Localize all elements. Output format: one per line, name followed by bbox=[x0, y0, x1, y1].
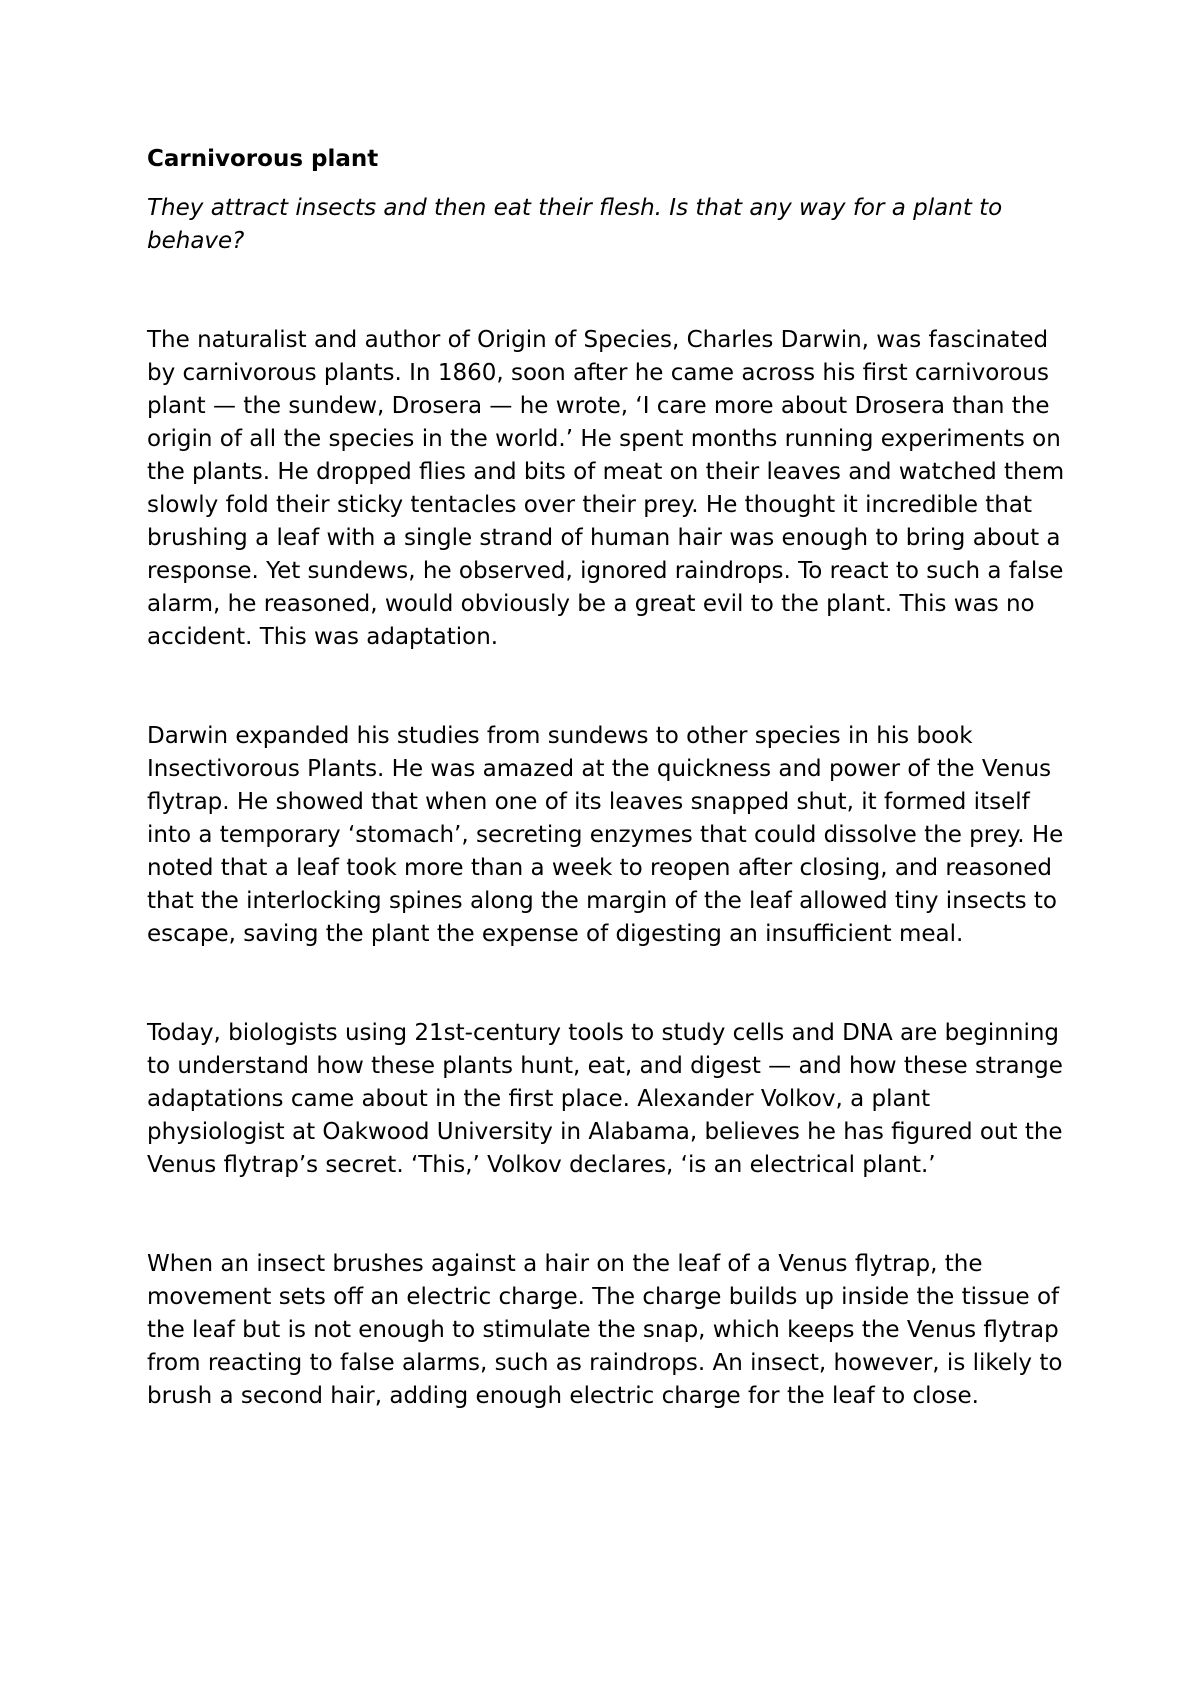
document-title: Carnivorous plant bbox=[147, 146, 379, 172]
paragraph-electric-charge: When an insect brushes against a hair on the leaf of a Venus flytrap, the movement sets off an electric charge. The charge builds up inside the tissue of the leaf but is not enough to stimulate the snap, which keeps the Venus flytrap from reacting to false alarms, such as raindrops. An insect, however, is likely to brush a second hair, adding enough electric charge for the leaf to close. bbox=[147, 1251, 1063, 1409]
document-subtitle: They attract insects and then eat their flesh. Is that any way for a plant to behave? bbox=[147, 195, 1003, 254]
paragraph-darwin-sundews: The naturalist and author of Origin of Species, Charles Darwin, was fascinated by carnivorous plants. In 1860, soon after he came across his first carnivorous plant — the sundew, Drosera — he wrote, ‘I care more about Drosera than the origin of all the species in the world.’ He spent months running experiments on the plants. He dropped flies and bits of meat on their leaves and watched them slowly fold their sticky tentacles over their prey. He thought it incredible that brushing a leaf with a single strand of human hair was enough to bring about a response. Yet sundews, he observed, ignored raindrops. To react to such a false alarm, he reasoned, would obviously be a great evil to the plant. This was no accident. This was adaptation. bbox=[147, 327, 1065, 650]
paragraph-modern-biologists: Today, biologists using 21st-century tools to study cells and DNA are beginning to understand how these plants hunt, eat, and digest — and how these strange adaptations came about in the first place. Alexander Volkov, a plant physiologist at Oakwood University in Alabama, believes he has figured out the Venus flytrap’s secret. ‘This,’ Volkov declares, ‘is an electrical plant.’ bbox=[147, 1020, 1063, 1178]
paragraph-venus-flytrap: Darwin expanded his studies from sundews to other species in his book Insectivorous Plants. He was amazed at the quickness and power of the Venus flytrap. He showed that when one of its leaves snapped shut, it formed itself into a temporary ‘stomach’, secreting enzymes that could dissolve the prey. He noted that a leaf took more than a week to reopen after closing, and reasoned that the interlocking spines along the margin of the leaf allowed tiny insects to escape, saving the plant the expense of digesting an insufficient meal. bbox=[147, 723, 1064, 947]
document-body bbox=[147, 143, 1067, 1413]
